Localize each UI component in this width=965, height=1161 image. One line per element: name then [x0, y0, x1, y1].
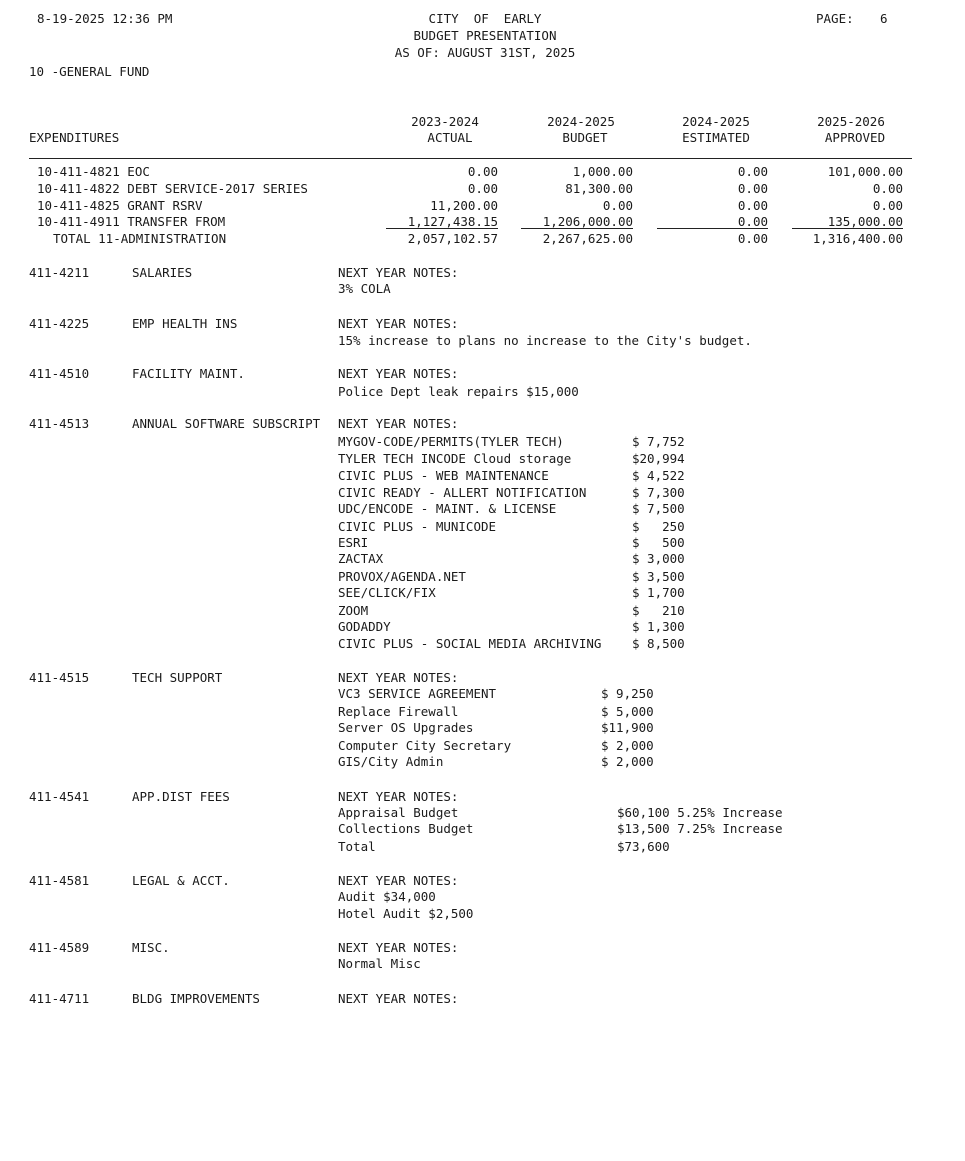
- note-account-name: BLDG IMPROVEMENTS: [132, 991, 260, 1006]
- total-label: TOTAL 11-ADMINISTRATION: [53, 231, 227, 246]
- note-heading: NEXT YEAR NOTES:: [338, 940, 459, 955]
- note-item-amount: $ 4,522: [632, 468, 685, 483]
- row-approved: 135,000.00: [827, 214, 903, 229]
- col-approved-label: APPROVED: [824, 130, 886, 145]
- note-item-desc: UDC/ENCODE - MAINT. & LICENSE: [338, 501, 557, 516]
- note-line: Audit $34,000: [338, 889, 436, 904]
- note-heading: NEXT YEAR NOTES:: [338, 366, 459, 381]
- note-item-amount: $ 7,500: [632, 501, 685, 516]
- note-item-amount: $20,994: [632, 451, 685, 466]
- subtotal-rule: [386, 228, 498, 229]
- note-item-desc: GODADDY: [338, 619, 391, 634]
- note-item-desc: Total: [338, 839, 376, 854]
- col-approved-year: 2025-2026: [817, 114, 885, 129]
- note-item-desc: CIVIC PLUS - MUNICODE: [338, 519, 497, 534]
- note-account-name: APP.DIST FEES: [132, 789, 230, 804]
- note-item-desc: SEE/CLICK/FIX: [338, 585, 436, 600]
- row-budget: 81,300.00: [565, 181, 633, 196]
- note-item-amount: $60,100 5.25% Increase: [617, 805, 783, 820]
- note-line: 15% increase to plans no increase to the City's budget.: [338, 333, 752, 348]
- row-actual: 0.00: [467, 181, 498, 196]
- note-item-desc: Replace Firewall: [338, 704, 459, 719]
- note-item-amount: $ 210: [632, 603, 685, 618]
- note-heading: NEXT YEAR NOTES:: [338, 789, 459, 804]
- total-estimated: 0.00: [737, 231, 768, 246]
- row-approved: 0.00: [872, 198, 903, 213]
- note-code: 411-4510: [29, 366, 90, 381]
- row-actual: 1,127,438.15: [407, 214, 498, 229]
- note-line: 3% COLA: [338, 281, 391, 296]
- note-code: 411-4541: [29, 789, 90, 804]
- note-item-desc: CIVIC PLUS - WEB MAINTENANCE: [338, 468, 549, 483]
- note-heading: NEXT YEAR NOTES:: [338, 670, 459, 685]
- note-item-desc: Computer City Secretary: [338, 738, 512, 753]
- note-account-name: LEGAL & ACCT.: [132, 873, 230, 888]
- report-as-of: AS OF: AUGUST 31ST, 2025: [394, 45, 576, 60]
- section-label: EXPENDITURES: [29, 130, 120, 145]
- city-name: CITY OF EARLY: [428, 11, 542, 26]
- note-item-amount: $13,500 7.25% Increase: [617, 821, 783, 836]
- note-item-desc: Collections Budget: [338, 821, 474, 836]
- row-budget: 0.00: [602, 198, 633, 213]
- page-number: 6: [880, 11, 888, 26]
- row-budget: 1,206,000.00: [542, 214, 633, 229]
- note-heading: NEXT YEAR NOTES:: [338, 873, 459, 888]
- row-label: 10-411-4822 DEBT SERVICE-2017 SERIES: [37, 181, 308, 196]
- note-account-name: SALARIES: [132, 265, 193, 280]
- note-line: Normal Misc: [338, 956, 421, 971]
- note-item-amount: $11,900: [601, 720, 654, 735]
- row-approved: 0.00: [872, 181, 903, 196]
- total-actual: 2,057,102.57: [407, 231, 498, 246]
- note-item-amount: $ 2,000: [601, 738, 654, 753]
- row-estimated: 0.00: [737, 198, 768, 213]
- row-budget: 1,000.00: [572, 164, 633, 179]
- note-account-name: EMP HEALTH INS: [132, 316, 238, 331]
- note-item-amount: $ 2,000: [601, 754, 654, 769]
- note-item-desc: ESRI: [338, 535, 369, 550]
- note-item-amount: $ 1,300: [632, 619, 685, 634]
- fund-name: 10 -GENERAL FUND: [29, 64, 150, 79]
- total-budget: 2,267,625.00: [542, 231, 633, 246]
- subtotal-rule: [792, 228, 903, 229]
- note-line: Hotel Audit $2,500: [338, 906, 474, 921]
- note-item-desc: MYGOV-CODE/PERMITS(TYLER TECH): [338, 434, 564, 449]
- note-code: 411-4211: [29, 265, 90, 280]
- note-account-name: FACILITY MAINT.: [132, 366, 245, 381]
- col-estimated-year: 2024-2025: [682, 114, 750, 129]
- row-label: 10-411-4911 TRANSFER FROM: [37, 214, 226, 229]
- col-budget-label: BUDGET: [562, 130, 608, 145]
- note-item-amount: $ 3,000: [632, 551, 685, 566]
- note-item-amount: $ 7,300: [632, 485, 685, 500]
- note-item-desc: CIVIC READY - ALLERT NOTIFICATION: [338, 485, 587, 500]
- row-label: 10-411-4821 EOC: [37, 164, 150, 179]
- row-actual: 11,200.00: [430, 198, 498, 213]
- note-code: 411-4589: [29, 940, 90, 955]
- total-approved: 1,316,400.00: [812, 231, 903, 246]
- row-actual: 0.00: [467, 164, 498, 179]
- note-item-amount: $ 3,500: [632, 569, 685, 584]
- note-item-desc: CIVIC PLUS - SOCIAL MEDIA ARCHIVING: [338, 636, 602, 651]
- note-item-desc: PROVOX/AGENDA.NET: [338, 569, 466, 584]
- note-item-amount: $ 1,700: [632, 585, 685, 600]
- note-item-amount: $ 9,250: [601, 686, 654, 701]
- note-heading: NEXT YEAR NOTES:: [338, 416, 459, 431]
- header-divider: [29, 158, 912, 159]
- report-datetime: 8-19-2025 12:36 PM: [37, 11, 173, 26]
- subtotal-rule: [521, 228, 633, 229]
- row-estimated: 0.00: [737, 181, 768, 196]
- note-item-amount: $73,600: [617, 839, 670, 854]
- note-item-amount: $ 250: [632, 519, 685, 534]
- page-label: PAGE:: [816, 11, 854, 26]
- note-code: 411-4711: [29, 991, 90, 1006]
- note-line: Police Dept leak repairs $15,000: [338, 384, 579, 399]
- row-estimated: 0.00: [737, 214, 768, 229]
- note-item-amount: $ 500: [632, 535, 685, 550]
- note-heading: NEXT YEAR NOTES:: [338, 265, 459, 280]
- note-item-amount: $ 8,500: [632, 636, 685, 651]
- note-code: 411-4581: [29, 873, 90, 888]
- note-item-desc: ZACTAX: [338, 551, 384, 566]
- col-budget-year: 2024-2025: [547, 114, 615, 129]
- note-item-desc: Server OS Upgrades: [338, 720, 474, 735]
- note-heading: NEXT YEAR NOTES:: [338, 316, 459, 331]
- note-item-desc: Appraisal Budget: [338, 805, 459, 820]
- note-item-desc: ZOOM: [338, 603, 369, 618]
- row-label: 10-411-4825 GRANT RSRV: [37, 198, 203, 213]
- note-code: 411-4225: [29, 316, 90, 331]
- subtotal-rule: [657, 228, 768, 229]
- note-item-desc: VC3 SERVICE AGREEMENT: [338, 686, 497, 701]
- col-actual-year: 2023-2024: [411, 114, 479, 129]
- note-account-name: TECH SUPPORT: [132, 670, 223, 685]
- note-code: 411-4515: [29, 670, 90, 685]
- row-approved: 101,000.00: [827, 164, 903, 179]
- note-item-amount: $ 7,752: [632, 434, 685, 449]
- col-actual-label: ACTUAL: [427, 130, 473, 145]
- note-account-name: MISC.: [132, 940, 170, 955]
- note-heading: NEXT YEAR NOTES:: [338, 991, 459, 1006]
- note-code: 411-4513: [29, 416, 90, 431]
- note-item-desc: GIS/City Admin: [338, 754, 444, 769]
- row-estimated: 0.00: [737, 164, 768, 179]
- note-item-amount: $ 5,000: [601, 704, 654, 719]
- note-item-desc: TYLER TECH INCODE Cloud storage: [338, 451, 572, 466]
- note-account-name: ANNUAL SOFTWARE SUBSCRIPT: [132, 416, 321, 431]
- report-title: BUDGET PRESENTATION: [413, 28, 557, 43]
- col-estimated-label: ESTIMATED: [682, 130, 750, 145]
